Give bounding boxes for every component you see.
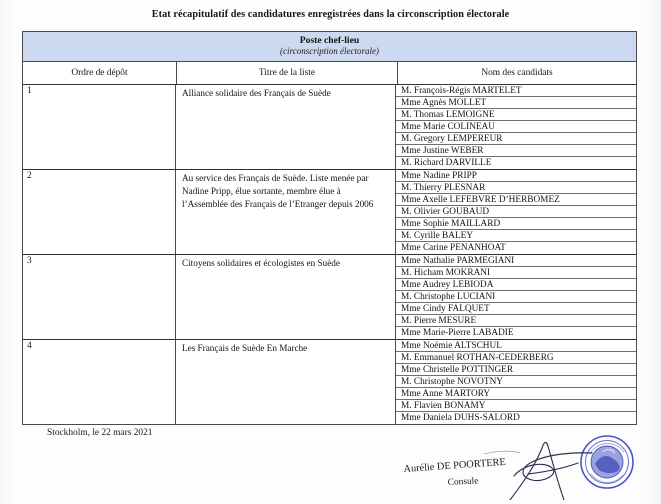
list-item: Mme Justine WEBER (396, 145, 636, 157)
list-item: Mme Agnès MOLLET (396, 97, 636, 109)
list-item: M. Pierre MESURE (396, 315, 636, 327)
list-item: Mme Audrey LEBIODA (396, 279, 636, 291)
list-item: Mme Sophie MAILLARD (396, 218, 636, 230)
list-order-number: 4 (23, 340, 176, 424)
list-item: Mme Anne MARTORY (396, 388, 636, 400)
list-item: Mme Christelle POTTINGER (396, 364, 636, 376)
candidate-list (396, 340, 636, 424)
column-header-candidates: Nom des candidats (481, 67, 553, 78)
list-item: Mme Daniela DUHS-SALORD (401, 412, 520, 423)
list-item: Mme Noémie ALTSCHUL (396, 340, 636, 352)
list-title: Les Français de Suède En Marche (176, 340, 396, 424)
list-order-number: 2 (23, 170, 176, 254)
table-row (23, 255, 636, 340)
table-row (23, 340, 636, 424)
candidate-list (396, 255, 636, 339)
column-header-list-title: Titre de la liste (177, 62, 398, 84)
official-stamp-icon (579, 434, 635, 490)
list-title: Citoyens solidaires et écologistes en Suède (176, 255, 396, 339)
list-item: M. Emmanuel ROTHAN-CEDERBERG (396, 352, 636, 364)
candidate-list (396, 170, 636, 254)
list-item: Mme Marie COLINEAU (396, 121, 636, 133)
list-item: M. Hicham MOKRANI (396, 267, 636, 279)
candidate-list (396, 85, 636, 169)
signature-block (392, 436, 647, 502)
list-order-number: 1 (23, 85, 176, 169)
list-item: Mme Cindy FALQUET (396, 303, 636, 315)
signatory-role: Consule (447, 476, 479, 488)
list-item: M. Christophe LUCIANI (396, 291, 636, 303)
list-order-number: 3 (23, 255, 176, 339)
candidates-table (22, 31, 637, 425)
list-item: M. Thierry PLESNAR (396, 182, 636, 194)
table-row (23, 85, 636, 170)
list-item: Mme Nadine PRIPP (396, 170, 636, 182)
list-item: Mme Axelle LEFEBVRE D’HERBOMEZ (396, 194, 636, 206)
list-item: M. Olivier GOUBAUD (396, 206, 636, 218)
list-item: M. François-Régis MARTELET (396, 85, 636, 97)
page-title: Etat récapitulatif des candidatures enregistrées dans la circonscription électorale (151, 9, 510, 20)
list-item: Mme Nathalie PARMEGIANI (396, 255, 636, 267)
list-item: Mme Carine PENANHOAT (401, 242, 506, 253)
list-item: Mme Marie-Pierre LABADIE (401, 327, 514, 338)
list-title: Au service des Français de Suède. Liste menée par Nadine Pripp, élue sortante, membre élue à l’Assemblée des Français de l’Etranger depuis 2006 (176, 170, 396, 254)
list-item: M. Thomas LEMOIGNE (396, 109, 636, 121)
list-item: M. Richard DARVILLE (401, 157, 492, 168)
header-band-sub-label: (circonscription électorale) (280, 46, 379, 57)
list-item: M. Cyrille BALEY (396, 230, 636, 242)
header-band-main-label: Poste chef-lieu (299, 35, 360, 46)
table-row (23, 170, 636, 255)
signatory-name: Aurélie DE POORTERE (403, 456, 507, 475)
list-item: M. Christophe NOVOTNY (396, 376, 636, 388)
table-header-band (23, 32, 636, 62)
list-item: M. Flavien BONAMY (396, 400, 636, 412)
list-title: Alliance solidaire des Français de Suède (176, 85, 396, 169)
list-item: M. Gregory LEMPEREUR (396, 133, 636, 145)
place-and-date: Stockholm, le 22 mars 2021 (47, 428, 153, 438)
column-header-order: Ordre de dépôt (23, 62, 177, 84)
table-column-headers (23, 62, 636, 85)
